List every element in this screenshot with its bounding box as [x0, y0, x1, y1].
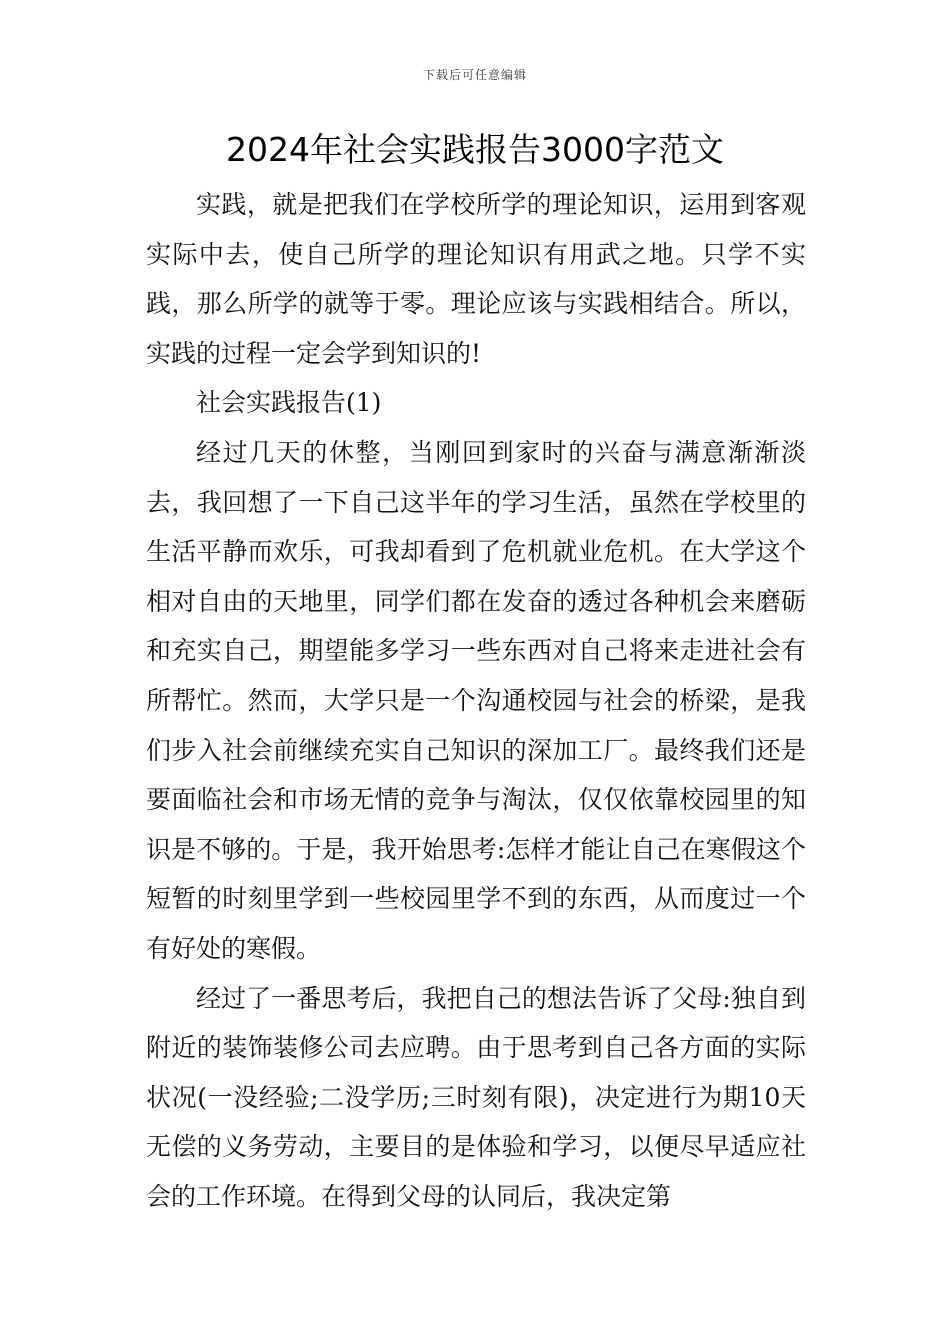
body-paragraph: 经过几天的休整，当刚回到家时的兴奋与满意渐渐淡去，我回想了一下自己这半年的学习生活，虽然在学校里的生活平静而欢乐，可我却看到了危机就业危机。在大学这个相对自由的天地里，同学们都在发奋的透过各种机会来磨砺和充实自己，期望能多学习一些东西对自己将来走进社会有所帮忙。然而，大学只是一个沟通校园与社会的桥梁，是我们步入社会前继续充实自己知识的深加工厂。最终我们还是要面临社会和市场无情的竞争与淘汰，仅仅依靠校园里的知识是不够的。于是，我开始思考:怎样才能让自己在寒假这个短暂的时刻里学到一些校园里学不到的东西，从而度过一个有好处的寒假。 — [146, 437, 806, 963]
document-body — [146, 180, 806, 1221]
body-paragraph: 经过了一番思考后，我把自己的想法告诉了父母:独自到附近的装饰装修公司去应聘。由于思考到自己各方面的实际状况(一没经验;二没学历;三时刻有限)，决定进行为期10天无偿的义务劳动，主要目的是体验和学习，以便尽早适应社会的工作环境。在得到父母的认同后，我决定第 — [146, 983, 806, 1211]
section-heading: 社会实践报告(1) — [196, 388, 382, 418]
document-title: 2024年社会实践报告3000字范文 — [226, 130, 724, 169]
header-note: 下载后可任意编辑 — [422, 68, 527, 82]
intro-paragraph: 实践，就是把我们在学校所学的理论知识，运用到客观实际中去，使自己所学的理论知识有用武之地。只学不实践，那么所学的就等于零。理论应该与实践相结合。所以，实践的过程一定会学到知识的! — [146, 190, 806, 368]
